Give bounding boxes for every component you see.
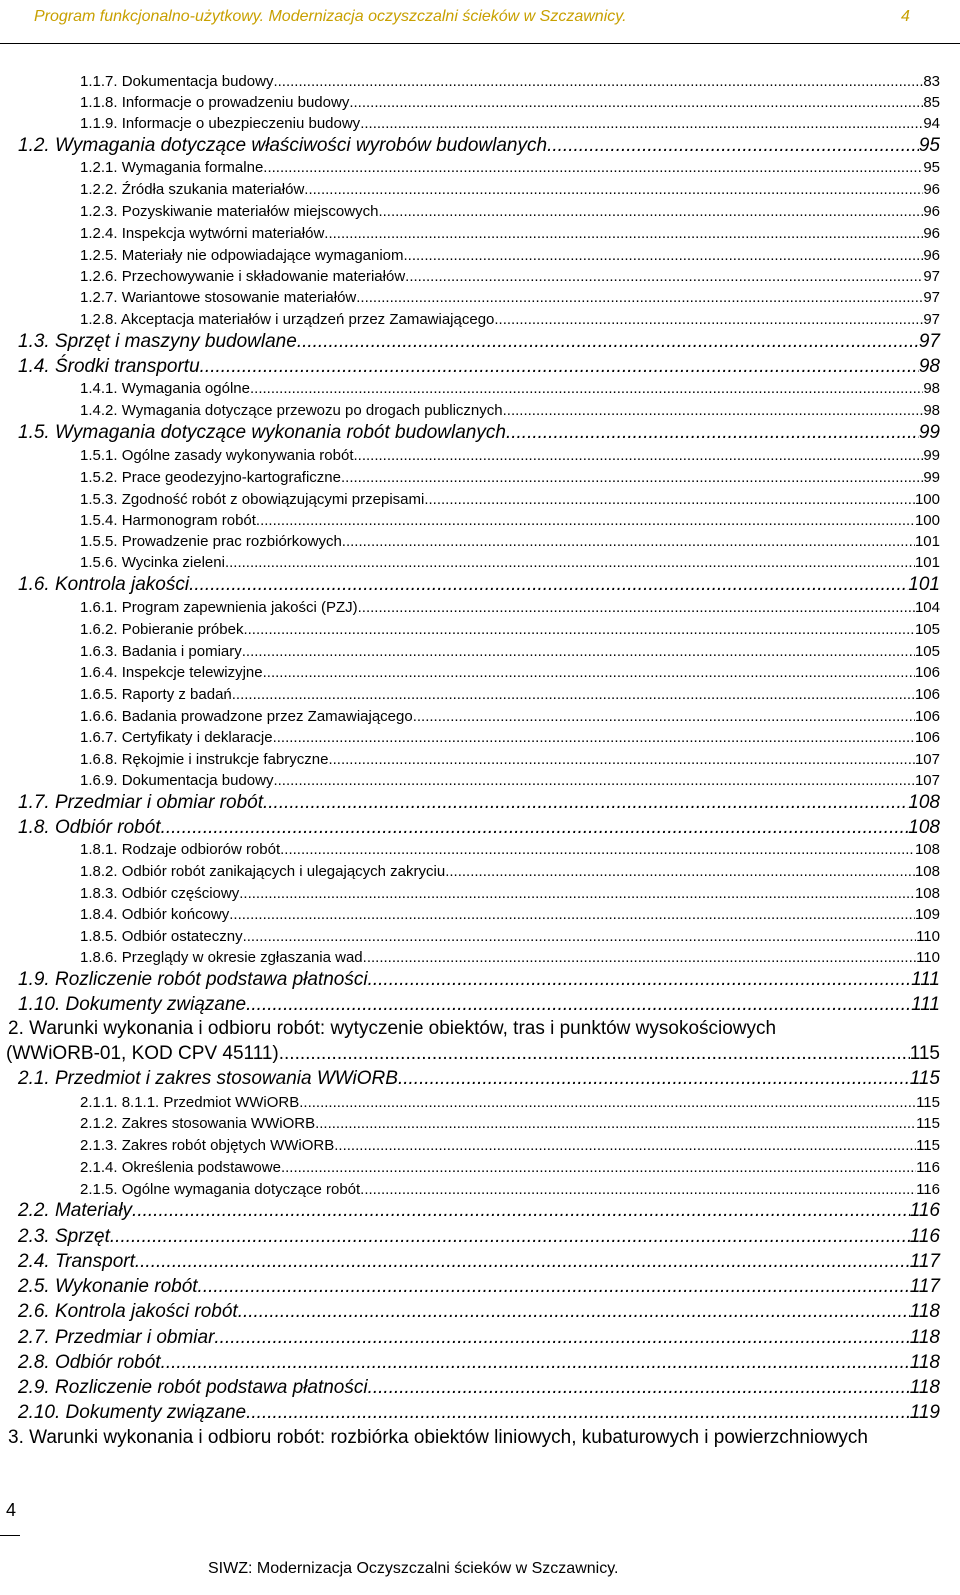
toc-entry-page: 105	[914, 643, 940, 660]
toc-leader-dots	[405, 268, 923, 285]
toc-leader-dots	[200, 356, 919, 378]
toc-entry[interactable]	[18, 1068, 940, 1090]
toc-leader-dots	[299, 1094, 916, 1111]
toc-leader-dots	[280, 841, 915, 858]
toc-leader-dots	[239, 885, 915, 902]
toc-entry-page: 106	[914, 686, 940, 703]
toc-leader-dots	[273, 73, 923, 90]
header-title: Program funkcjonalno-użytkowy. Modernizacja oczyszczalni ścieków w Szczawnicy.	[34, 8, 627, 25]
toc-entry[interactable]	[80, 772, 940, 789]
toc-entry[interactable]	[80, 402, 940, 419]
toc-entry-title: 1.6. Kontrola jakości	[18, 574, 190, 595]
toc-entry[interactable]	[80, 751, 940, 768]
toc-entry-title: 1.2.7. Wariantowe stosowanie materiałów	[80, 289, 357, 306]
toc-leader-dots	[281, 1159, 916, 1176]
toc-leader-dots	[315, 1115, 916, 1132]
toc-entry-page: 119	[909, 1402, 940, 1423]
toc-entry-page: 116	[916, 1181, 940, 1198]
toc-entry-page: 118	[909, 1352, 940, 1373]
toc-leader-dots	[424, 491, 915, 508]
toc-entry-title: 1.5.3. Zgodność robót z obowiązującymi przepisami	[80, 491, 425, 508]
toc-leader-dots	[354, 447, 924, 464]
toc-entry-page: 108	[914, 863, 940, 880]
toc-entry[interactable]	[18, 1327, 940, 1349]
toc-leader-dots	[243, 928, 916, 945]
toc-entry-title: 1.2.2. Źródła szukania materiałów	[80, 181, 305, 198]
toc-entry-page: 94	[923, 115, 940, 132]
toc-entry-page: 108	[908, 817, 940, 838]
toc-entry-page: 115	[916, 1137, 940, 1154]
toc-leader-dots	[110, 1226, 910, 1248]
toc-leader-dots	[324, 225, 923, 242]
toc-leader-dots	[349, 94, 923, 111]
toc-entry[interactable]	[80, 491, 940, 508]
toc-entry-page: 99	[923, 447, 940, 464]
toc-entry-page: 85	[923, 94, 940, 111]
toc-leader-dots	[363, 949, 916, 966]
toc-entry-title: 1.8.5. Odbiór ostateczny	[80, 928, 243, 945]
toc-entry-title: 2.6. Kontrola jakości robót	[18, 1301, 238, 1322]
toc-entry[interactable]	[80, 863, 940, 880]
toc-entry-title: 1.5. Wymagania dotyczące wykonania robót budowlanych	[18, 422, 506, 443]
toc-entry-page: 96	[923, 203, 940, 220]
toc-entry-page: 97	[918, 331, 940, 352]
toc-entry-title: 1.2.1. Wymagania formalne	[80, 159, 264, 176]
toc-leader-dots	[279, 1043, 910, 1065]
toc-entry[interactable]	[18, 1352, 940, 1374]
toc-entry-page: 108	[914, 885, 940, 902]
toc-entry-page: 106	[914, 729, 940, 746]
toc-entry-page: 98	[918, 356, 940, 377]
toc-entry[interactable]	[80, 447, 940, 464]
toc-entry[interactable]	[80, 380, 940, 397]
toc-leader-dots	[445, 863, 915, 880]
toc-entry-title: 1.2.6. Przechowywanie i składowanie materiałów	[80, 268, 406, 285]
toc-entry-title: 1.4.2. Wymagania dotyczące przewozu po drogach publicznych	[80, 402, 503, 419]
toc-entry-page: 100	[914, 512, 940, 529]
toc-entry-page: 95	[918, 135, 940, 156]
toc-leader-dots	[341, 469, 923, 486]
toc-leader-dots	[360, 115, 923, 132]
toc-entry[interactable]	[80, 906, 940, 923]
toc-leader-dots	[263, 664, 915, 681]
toc-entry-page: 104	[914, 599, 940, 616]
toc-entry[interactable]	[80, 554, 940, 571]
toc-entry-title: 2.1. Przedmiot i zakres stosowania WWiORB	[18, 1068, 398, 1089]
toc-entry[interactable]	[18, 1301, 940, 1323]
toc-leader-dots	[214, 1327, 909, 1349]
toc-entry-title: 1.8.6. Przeglądy w okresie zgłaszania wad	[80, 949, 363, 966]
toc-entry[interactable]	[80, 311, 940, 328]
footer-rule	[0, 1535, 20, 1536]
toc-leader-dots	[328, 751, 915, 768]
toc-entry-page: 97	[923, 311, 940, 328]
toc-entry-title: 2.9. Rozliczenie robót podstawa płatności	[18, 1377, 368, 1398]
toc-entry-title: 2.10. Dokumenty związane	[18, 1402, 247, 1423]
toc-entry-page: 118	[909, 1327, 940, 1348]
toc-leader-dots	[404, 247, 924, 264]
toc-entry-page: 117	[909, 1251, 940, 1272]
toc-entry[interactable]	[8, 1427, 940, 1449]
toc-entry-title: 2.3. Sprzęt	[18, 1226, 110, 1247]
toc-entry-page: 105	[914, 621, 940, 638]
toc-leader-dots	[334, 1137, 916, 1154]
toc-entry[interactable]	[80, 1181, 940, 1198]
toc-entry-title: 1.2.5. Materiały nie odpowiadające wymaganiom	[80, 247, 404, 264]
toc-leader-dots	[273, 729, 915, 746]
toc-entry-title: (WWiORB-01, KOD CPV 45111)	[6, 1043, 279, 1064]
toc-entry[interactable]	[80, 708, 940, 725]
toc-leader-dots	[198, 1276, 910, 1298]
toc-entry-title: 2.1.3. Zakres robót objętych WWiORB	[80, 1137, 335, 1154]
toc-leader-dots	[225, 554, 915, 571]
toc-entry[interactable]	[18, 574, 940, 596]
toc-entry[interactable]	[18, 994, 940, 1016]
toc-entry[interactable]	[18, 1276, 940, 1298]
toc-leader-dots	[263, 792, 908, 814]
toc-entry[interactable]	[80, 599, 940, 616]
toc-entry-page: 108	[914, 841, 940, 858]
toc-leader-dots	[132, 1200, 910, 1222]
toc-entry[interactable]	[80, 949, 940, 966]
toc-entry-page: 101	[914, 533, 940, 550]
toc-entry-page: 99	[923, 469, 940, 486]
toc-leader-dots	[263, 159, 923, 176]
toc-leader-dots	[229, 906, 915, 923]
toc-leader-dots	[161, 1352, 910, 1374]
toc-entry[interactable]	[80, 643, 940, 660]
toc-leader-dots	[246, 1402, 910, 1424]
toc-entry[interactable]	[18, 1377, 940, 1399]
toc-entry-page: 96	[923, 247, 940, 264]
toc-entry[interactable]	[6, 1043, 940, 1065]
toc-entry-title: 1.8.2. Odbiór robót zanikających i ulegających zakryciu	[80, 863, 446, 880]
toc-entry[interactable]	[80, 664, 940, 681]
toc-entry-page: 106	[914, 708, 940, 725]
toc-entry[interactable]	[80, 268, 940, 285]
toc-entry[interactable]	[18, 356, 940, 378]
toc-entry-page: 115	[909, 1043, 940, 1064]
footer-text: SIWZ: Modernizacja Oczyszczalni ścieków w Szczawnicy.	[208, 1560, 619, 1577]
toc-entry-title: 2.1.4. Określenia podstawowe	[80, 1159, 281, 1176]
toc-entry-page: 110	[916, 949, 940, 966]
toc-entry[interactable]	[80, 94, 940, 111]
toc-leader-dots	[161, 817, 909, 839]
toc-entry[interactable]	[18, 1200, 940, 1222]
toc-entry-page: 111	[911, 994, 940, 1015]
toc-leader-dots	[378, 203, 923, 220]
toc-entry-page: 115	[916, 1115, 940, 1132]
toc-entry[interactable]	[80, 73, 940, 90]
toc-entry-title: 2.1.1. 8.1.1. Przedmiot WWiORB	[80, 1094, 300, 1111]
toc-entry-title: 1.6.7. Certyfikaty i deklaracje	[80, 729, 273, 746]
toc-entry-page: 96	[923, 181, 940, 198]
toc-leader-dots	[238, 1301, 910, 1323]
toc-entry-title: 1.3. Sprzęt i maszyny budowlane	[18, 331, 297, 352]
toc-entry-title: 1.6.8. Rękojmie i instrukcje fabryczne	[80, 751, 329, 768]
toc-entry-title: 1.2. Wymagania dotyczące właściwości wyrobów budowlanych	[18, 135, 548, 156]
toc-entry[interactable]	[80, 928, 940, 945]
toc-entry-page: 109	[914, 906, 940, 923]
toc-entry-title: 1.2.4. Inspekcja wytwórni materiałów	[80, 225, 325, 242]
toc-leader-dots	[506, 422, 919, 444]
toc-entry-page: 98	[923, 402, 940, 419]
toc-entry-title: 1.1.7. Dokumentacja budowy	[80, 73, 274, 90]
toc-leader-dots	[398, 1068, 910, 1090]
toc-entry[interactable]	[80, 159, 940, 176]
toc-entry-title: 2.8. Odbiór robót	[18, 1352, 161, 1373]
toc-entry-title: 1.8.3. Odbiór częściowy	[80, 885, 240, 902]
toc-entry-title: 2. Warunki wykonania i odbioru robót: wytyczenie obiektów, tras i punktów wysokościowych	[8, 1018, 777, 1039]
toc-leader-dots	[368, 1377, 910, 1399]
toc-entry-title: 1.6.2. Pobieranie próbek	[80, 621, 244, 638]
toc-entry-title: 1.6.4. Inspekcje telewizyjne	[80, 664, 263, 681]
toc-entry-page: 116	[916, 1159, 940, 1176]
toc-entry[interactable]	[80, 1094, 940, 1111]
toc-entry[interactable]	[80, 512, 940, 529]
toc-leader-dots	[494, 311, 923, 328]
toc-entry[interactable]	[80, 841, 940, 858]
toc-entry[interactable]	[80, 533, 940, 550]
toc-leader-dots	[304, 181, 923, 198]
toc-entry-page: 101	[908, 574, 940, 595]
toc-leader-dots	[297, 331, 919, 353]
toc-entry-title: 1.6.6. Badania prowadzone przez Zamawiającego	[80, 708, 413, 725]
toc-entry[interactable]	[18, 1402, 940, 1424]
toc-entry-title: 2.2. Materiały	[18, 1200, 133, 1221]
toc-entry[interactable]	[80, 1137, 940, 1154]
toc-entry-page: 98	[923, 380, 940, 397]
toc-leader-dots	[242, 643, 915, 660]
toc-entry-title: 1.5.6. Wycinka zieleni	[80, 554, 225, 571]
toc-entry-title: 1.5.4. Harmonogram robót	[80, 512, 256, 529]
toc-entry[interactable]	[18, 969, 940, 991]
toc-entry-page: 106	[914, 664, 940, 681]
toc-entry-title: 1.5.1. Ogólne zasady wykonywania robót	[80, 447, 354, 464]
toc-entry[interactable]	[80, 289, 940, 306]
toc-entry-title: 2.5. Wykonanie robót	[18, 1276, 198, 1297]
toc-leader-dots	[135, 1251, 910, 1273]
toc-leader-dots	[358, 599, 915, 616]
toc-entry-title: 1.7. Przedmiar i obmiar robót	[18, 792, 263, 813]
toc-entry[interactable]	[80, 729, 940, 746]
toc-leader-dots	[342, 533, 915, 550]
toc-entry[interactable]	[80, 203, 940, 220]
toc-leader-dots	[503, 402, 924, 419]
header-page-number: 4	[901, 8, 910, 25]
toc-entry-title: 1.6.3. Badania i pomiary	[80, 643, 242, 660]
toc-leader-dots	[256, 512, 915, 529]
toc-leader-dots	[232, 686, 915, 703]
toc-entry[interactable]	[80, 181, 940, 198]
toc-entry[interactable]	[80, 115, 940, 132]
toc-entry-title: 1.2.3. Pozyskiwanie materiałów miejscowych	[80, 203, 379, 220]
toc-leader-dots	[413, 708, 915, 725]
toc-entry-page: 116	[909, 1200, 940, 1221]
toc-leader-dots	[243, 621, 915, 638]
toc-entry-page: 117	[909, 1276, 940, 1297]
toc-entry-page: 118	[909, 1377, 940, 1398]
toc-entry-page: 111	[911, 969, 940, 990]
toc-entry[interactable]	[18, 422, 940, 444]
toc-entry-page: 115	[909, 1068, 940, 1089]
toc-entry-page: 101	[914, 554, 940, 571]
toc-leader-dots	[189, 574, 908, 596]
toc-entry-title: 1.4.1. Wymagania ogólne	[80, 380, 250, 397]
toc-entry-title: 1.4. Środki transportu	[18, 356, 200, 377]
toc-entry[interactable]	[80, 621, 940, 638]
toc-entry-title: 1.6.1. Program zapewnienia jakości (PZJ)	[80, 599, 358, 616]
toc-leader-dots	[547, 135, 919, 157]
toc-entry[interactable]	[80, 469, 940, 486]
toc-entry-title: 1.10. Dokumenty związane	[18, 994, 247, 1015]
toc-entry[interactable]	[80, 686, 940, 703]
toc-entry-title: 1.5.5. Prowadzenie prac rozbiórkowych	[80, 533, 342, 550]
toc-leader-dots	[356, 289, 923, 306]
toc-entry-page: 107	[914, 772, 940, 789]
toc-entry[interactable]	[18, 1226, 940, 1248]
toc-entry-page: 97	[923, 268, 940, 285]
toc-entry[interactable]	[18, 817, 940, 839]
toc-entry[interactable]	[18, 331, 940, 353]
toc-entry-page: 100	[914, 491, 940, 508]
toc-entry[interactable]	[18, 1251, 940, 1273]
toc-entry-title: 1.8.1. Rodzaje odbiorów robót	[80, 841, 281, 858]
toc-entry-page: 107	[914, 751, 940, 768]
toc-entry-title: 2.1.2. Zakres stosowania WWiORB	[80, 1115, 316, 1132]
toc-entry-title: 3. Warunki wykonania i odbioru robót: rozbiórka obiektów liniowych, kubaturowych i powierzchniowych	[8, 1427, 868, 1448]
toc-leader-dots	[368, 969, 912, 991]
toc-entry[interactable]	[80, 1115, 940, 1132]
toc-entry[interactable]	[80, 1159, 940, 1176]
toc-entry-title: 2.7. Przedmiar i obmiar	[18, 1327, 215, 1348]
toc-entry-page: 115	[916, 1094, 940, 1111]
toc-entry-title: 1.5.2. Prace geodezyjno-kartograficzne	[80, 469, 341, 486]
toc-entry-title: 1.8.4. Odbiór końcowy	[80, 906, 230, 923]
toc-entry[interactable]	[80, 247, 940, 264]
toc-leader-dots	[250, 380, 923, 397]
toc-entry[interactable]	[18, 135, 940, 157]
toc-entry-title: 1.1.9. Informacje o ubezpieczeniu budowy	[80, 115, 361, 132]
toc-leader-dots	[246, 994, 911, 1016]
toc-entry-title: 1.6.5. Raporty z badań	[80, 686, 232, 703]
toc-entry-page: 110	[916, 928, 940, 945]
toc-leader-dots	[273, 772, 915, 789]
toc-entry[interactable]	[18, 792, 940, 814]
toc-entry[interactable]	[8, 1018, 940, 1040]
toc-entry[interactable]	[80, 885, 940, 902]
toc-entry-title: 1.6.9. Dokumentacja budowy	[80, 772, 274, 789]
toc-entry-title: 2.1.5. Ogólne wymagania dotyczące robót	[80, 1181, 361, 1198]
toc-entry-page: 83	[923, 73, 940, 90]
footer-page-number: 4	[6, 1500, 17, 1520]
toc-entry-page: 118	[909, 1301, 940, 1322]
toc-entry-page: 97	[923, 289, 940, 306]
toc-entry-page: 99	[918, 422, 940, 443]
toc-entry-page: 95	[923, 159, 940, 176]
toc-entry[interactable]	[80, 225, 940, 242]
toc-entry-page: 116	[909, 1226, 940, 1247]
toc-entry-title: 1.8. Odbiór robót	[18, 817, 161, 838]
toc-entry-page: 108	[908, 792, 940, 813]
toc-entry-title: 1.9. Rozliczenie robót podstawa płatności	[18, 969, 368, 990]
toc-entry-title: 2.4. Transport	[18, 1251, 135, 1272]
toc-entry-title: 1.2.8. Akceptacja materiałów i urządzeń przez Zamawiającego	[80, 311, 495, 328]
toc-entry-title: 1.1.8. Informacje o prowadzeniu budowy	[80, 94, 350, 111]
toc-leader-dots	[360, 1181, 916, 1198]
toc-entry-page: 96	[923, 225, 940, 242]
